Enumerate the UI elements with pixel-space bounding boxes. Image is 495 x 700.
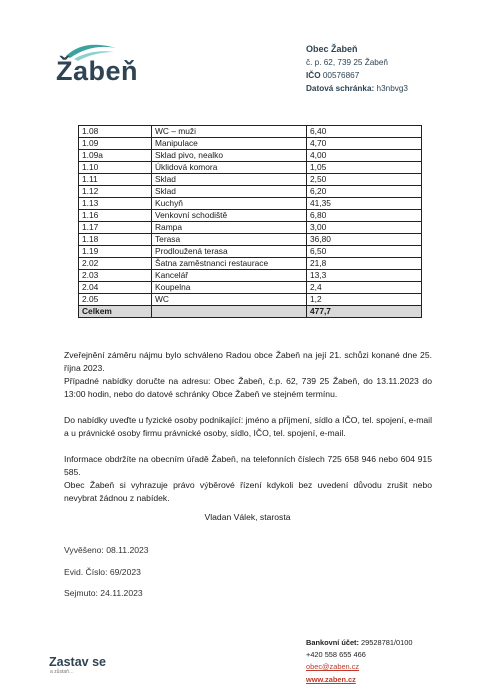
bank-value: 29528781/0100	[361, 638, 413, 647]
ico-value: 00576867	[322, 71, 360, 80]
room-area-cell: 6,40	[307, 126, 422, 138]
room-number-cell: 1.18	[79, 234, 152, 246]
table-row	[79, 222, 422, 234]
room-area-cell: 1,2	[307, 294, 422, 306]
room-name-cell: WC	[152, 294, 307, 306]
total-value-cell: 477,7	[307, 306, 422, 318]
record-number: Evid. Číslo: 69/2023	[64, 567, 141, 577]
table-row	[79, 162, 422, 174]
databox-label: Datová schránka:	[306, 84, 375, 93]
footer-phone: +420 558 655 466	[306, 650, 366, 660]
room-name-cell: Šatna zaměstnanci restaurace	[152, 258, 307, 270]
table-row	[79, 150, 422, 162]
room-number-cell: 2.05	[79, 294, 152, 306]
room-name-cell: Kancelář	[152, 270, 307, 282]
room-area-cell: 6,20	[307, 186, 422, 198]
footer-logo-text: Zastav se	[49, 655, 106, 669]
databox-value: h3nbvg3	[376, 84, 408, 93]
room-name-cell: WC – muži	[152, 126, 307, 138]
total-label-cell: Celkem	[79, 306, 152, 318]
room-number-cell: 1.08	[79, 126, 152, 138]
submission-paragraph: Případné nabídky doručte na adresu: Obec Žabeň, č.p. 62, 739 25 Žabeň, do 13.11.2023 do 13:00 hodin, nebo do datové schránky Obce Žabeň ve stejném termínu.	[64, 376, 432, 400]
org-address: č. p. 62, 739 25 Žabeň	[306, 58, 388, 67]
room-area-cell: 13,3	[307, 270, 422, 282]
room-area-cell: 4,70	[307, 138, 422, 150]
table-row	[79, 126, 422, 138]
table-row	[79, 246, 422, 258]
table-row	[79, 258, 422, 270]
posted-date: Vyvěšeno: 08.11.2023	[64, 545, 149, 555]
information-paragraph: Informace obdržíte na obecním úřadě Žabeň, na telefonních číslech 725 658 946 nebo 604 915 585.	[64, 454, 432, 478]
room-number-cell: 1.09	[79, 138, 152, 150]
table-row	[79, 270, 422, 282]
footer-web-link[interactable]: www.zaben.cz	[306, 674, 356, 684]
municipality-logo	[56, 40, 139, 90]
reservation-paragraph: Obec Žabeň si vyhrazuje právo výběrové řízení kdykoli bez uvedení důvodu zrušit nebo nevybrat žádnou z nabídek.	[64, 480, 432, 504]
approval-paragraph: Zveřejnění záměru nájmu bylo schváleno Radou obce Žabeň na její 21. schůzi konané dne 25. října 2023.	[64, 350, 432, 374]
room-number-cell: 1.11	[79, 174, 152, 186]
bank-account	[306, 637, 412, 649]
table-row	[79, 210, 422, 222]
org-name: Obec Žabeň	[306, 44, 358, 54]
room-number-cell: 1.16	[79, 210, 152, 222]
table-row	[79, 174, 422, 186]
room-number-cell: 1.09a	[79, 150, 152, 162]
room-area-cell: 4,00	[307, 150, 422, 162]
room-area-cell: 3,00	[307, 222, 422, 234]
room-number-cell: 1.19	[79, 246, 152, 258]
room-name-cell: Kuchyň	[152, 198, 307, 210]
room-name-cell: Úklidová komora	[152, 162, 307, 174]
room-number-cell: 2.03	[79, 270, 152, 282]
offer-contents-paragraph: Do nabídky uveďte u fyzické osoby podnikající: jméno a příjmení, sídlo a IČO, tel. spojení, e-mail a u právnické osoby firmu právnické osoby, sídlo, IČO, tel. spojení, e-mail.	[64, 415, 432, 439]
room-number-cell: 2.04	[79, 282, 152, 294]
room-name-cell: Sklad	[152, 186, 307, 198]
room-area-cell: 1,05	[307, 162, 422, 174]
room-number-cell: 1.13	[79, 198, 152, 210]
room-number-cell: 1.12	[79, 186, 152, 198]
logo-wordmark: Žabeň	[56, 56, 139, 86]
table-row	[79, 234, 422, 246]
room-name-cell: Sklad pivo, nealko	[152, 150, 307, 162]
room-name-cell: Manipulace	[152, 138, 307, 150]
org-ico	[306, 69, 408, 82]
room-name-cell: Venkovní schodiště	[152, 210, 307, 222]
room-number-cell: 1.10	[79, 162, 152, 174]
table-row	[79, 138, 422, 150]
total-empty-cell	[152, 306, 307, 318]
room-number-cell: 2.02	[79, 258, 152, 270]
room-area-cell: 6,80	[307, 210, 422, 222]
footer-email-link[interactable]: obec@zaben.cz	[306, 662, 360, 672]
room-area-cell: 2,50	[307, 174, 422, 186]
footer-contact	[306, 637, 412, 686]
org-databox	[306, 82, 408, 95]
rooms-table-body	[79, 126, 422, 318]
room-name-cell: Rampa	[152, 222, 307, 234]
table-row	[79, 294, 422, 306]
room-name-cell: Koupelna	[152, 282, 307, 294]
table-row	[79, 186, 422, 198]
room-area-cell: 36,80	[307, 234, 422, 246]
room-area-cell: 41,35	[307, 198, 422, 210]
footer-logo	[49, 655, 106, 675]
room-name-cell: Prodloužená terasa	[152, 246, 307, 258]
room-area-cell: 6,50	[307, 246, 422, 258]
removed-date: Sejmuto: 24.11.2023	[64, 588, 143, 598]
bank-label: Bankovní účet:	[306, 638, 359, 647]
ico-label: IČO	[306, 71, 321, 80]
footer-logo-subtext: a zůstaň…	[50, 669, 74, 675]
header-address-block	[306, 43, 408, 95]
signature: Vladan Válek, starosta	[204, 512, 291, 522]
room-number-cell: 1.17	[79, 222, 152, 234]
room-name-cell: Sklad	[152, 174, 307, 186]
table-row	[79, 282, 422, 294]
rooms-table	[78, 125, 422, 318]
room-area-cell: 2,4	[307, 282, 422, 294]
table-row	[79, 198, 422, 210]
room-name-cell: Terasa	[152, 234, 307, 246]
total-row	[79, 306, 422, 318]
room-area-cell: 21,8	[307, 258, 422, 270]
